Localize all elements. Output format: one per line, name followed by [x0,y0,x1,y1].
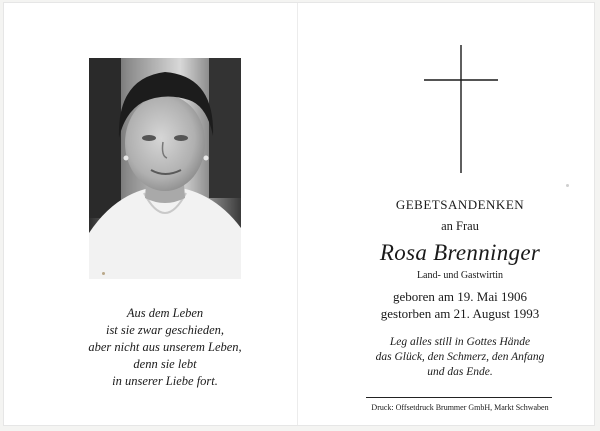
paper-speck [102,272,105,275]
verse-line: aber nicht aus unserem Leben, [88,340,242,354]
divider [366,397,552,398]
occupation: Land- und Gastwirtin [416,270,504,281]
card-fold-line [297,3,298,425]
prayer-line: und das Ende. [427,366,493,378]
birth-date: geboren am 19. Mai 1906 [393,289,527,304]
death-date: gestorben am 21. August 1993 [380,306,540,321]
card-heading: GEBETSANDENKEN [395,197,525,212]
verse-line: Aus dem Leben [126,306,204,320]
verse-line: ist sie zwar geschieden, [105,323,225,337]
prayer-line: Leg alles still in Gottes Hände [389,336,531,348]
memorial-verse [60,305,270,390]
verse-line: in unserer Liebe fort. [112,374,218,388]
cross-icon [424,45,498,173]
prayer-text [350,335,570,380]
deceased-name: Rosa Brenninger [379,240,541,265]
verse-line: denn sie lebt [133,357,197,371]
salutation: an Frau [441,219,479,233]
life-dates [355,288,565,322]
prayer-line: das Glück, den Schmerz, den Anfang [375,351,545,363]
portrait-photo [89,58,241,279]
printer-credit: Druck: Offsetdruck Brummer GmbH, Markt Schwaben [371,403,549,412]
paper-speck [566,184,569,187]
